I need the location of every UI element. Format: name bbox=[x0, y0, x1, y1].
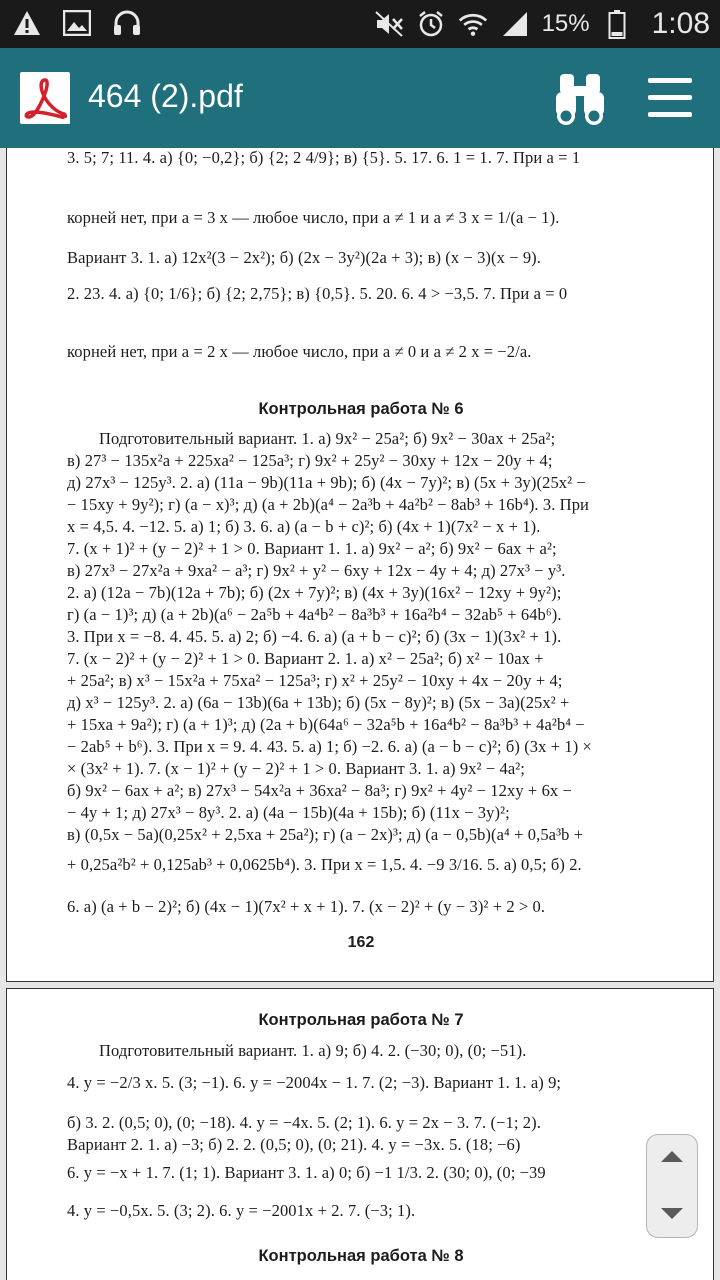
text-line: x = 4,5. 4. −12. 5. а) 1; б) 3. 6. а) (a − b + c)²; б) (4x + 1)(7x² − x + 1). bbox=[67, 517, 541, 536]
warning-icon bbox=[12, 8, 42, 38]
page-number: 162 bbox=[347, 934, 375, 951]
section-heading: Контрольная работа № 8 bbox=[258, 1247, 464, 1265]
text-line: 6. y = −x + 1. 7. (1; 1). Вариант 3. 1. а) 0; б) −1 1/3. 2. (30; 0), (0; −39 bbox=[67, 1163, 546, 1182]
text-line: 4. y = −2/3 x. 5. (3; −1). 6. y = −2004x − 1. 7. (2; −3). Вариант 1. 1. а) 9; bbox=[67, 1073, 562, 1092]
text-line: + 0,25a²b² + 0,125ab³ + 0,0625b⁴). 3. При x = 1,5. 4. −9 3/16. 5. а) 0,5; б) 2. bbox=[67, 855, 582, 874]
text-line: 3. При x = −8. 4. 45. 5. а) 2; б) −4. 6. а) (a + b − c)²; б) (3x − 1)(3x² + 1). bbox=[67, 627, 562, 646]
text-line: 7. (x − 2)² + (y − 2)² + 1 > 0. Вариант 2. 1. а) x² − 25a²; б) x² − 10ax + bbox=[67, 649, 544, 668]
scroll-up-arrow-icon[interactable] bbox=[661, 1151, 683, 1162]
pdf-app-icon[interactable] bbox=[20, 72, 70, 124]
text-line: − 15xy + 9y²); г) (a − x)³; д) (a + 2b)(a⁴ − 2a³b + 4a²b² − 8ab³ + 16b⁴). 3. При bbox=[67, 495, 589, 514]
text-line: 4. y = −0,5x. 5. (3; 2). 6. y = −2001x + 2. 7. (−3; 1). bbox=[67, 1201, 416, 1220]
text-line: 2. а) (12a − 7b)(12a + 7b); б) (2x + 7y)²; в) (4x + 3y)(16x² − 12xy + 9y²); bbox=[67, 583, 562, 602]
section-heading: Контрольная работа № 7 bbox=[258, 1011, 464, 1029]
text-line: в) (0,5x − 5a)(0,25x² + 2,5xa + 25a²); г) (a − 2x)³; д) (a − 0,5b)(a⁴ + 0,5a³b + bbox=[67, 825, 584, 844]
text-line: − 4y + 1; д) 27x³ − 8y³. 2. а) (4a − 15b)(4a + 15b); б) (11x − 3y)²; bbox=[67, 803, 510, 822]
section-heading: Контрольная работа № 6 bbox=[258, 400, 464, 418]
text-line: 2. 23. 4. а) {0; 1/6}; б) {2; 2,75}; в) {0,5}. 5. 20. 6. 4 > −3,5. 7. При a = 0 bbox=[67, 284, 568, 303]
text-line: 3. 5; 7; 11. 4. а) {0; −0,2}; б) {2; 2 4/9}; в) {5}. 5. 17. 6. 1 = 1. 7. При a = 1 bbox=[67, 148, 581, 167]
text-line: − 2ab⁵ + b⁶). 3. При x = 9. 4. 43. 5. а) 1; б) −2. 6. а) (a − b − c)²; б) (3x + 1) × bbox=[67, 737, 592, 756]
app-bar bbox=[0, 48, 720, 148]
system-icons bbox=[374, 0, 710, 48]
text-line: × (3x² + 1). 7. (x − 1)² + (y − 2)² + 1 > 0. Вариант 3. 1. а) 9x² − 4a²; bbox=[67, 759, 525, 778]
alarm-icon bbox=[416, 9, 446, 39]
text-line: Вариант 3. 1. а) 12x²(3 − 2x²); б) (2x − 3y²)(2a + 3); в) (x − 3)(x − 9). bbox=[67, 248, 541, 267]
text-line: в) 27x³ − 27x²a + 9xa² − a³; г) 9x² + y² − 6xy + 12x − 4y + 4; д) 27x³ − y³. bbox=[67, 561, 566, 580]
notification-icons bbox=[12, 8, 142, 38]
text-line: + 25a²; в) x³ − 15x²a + 75xa² − 125a³; г) x² + 25y² − 10xy + 4x − 20y + 4; bbox=[67, 671, 563, 690]
search-binoculars-icon[interactable] bbox=[554, 70, 606, 126]
text-line: д) x³ − 125y³. 2. а) (6a − 13b)(6a + 13b); б) (5x − 8y)²; в) (5x − 3a)(25x² + bbox=[67, 693, 570, 712]
text-line: д) 27x³ − 125y³. 2. а) (11a − 9b)(11a + 9b); б) (4x − 7y)²; в) (5x + 3y)(25x² − bbox=[67, 473, 586, 492]
text-line: г) (a − 1)³; д) (a + 2b)(a⁶ − 2a⁵b + 4a⁴b² − 8a³b³ + 16a²b⁴ − 32ab⁵ + 64b⁶). bbox=[67, 605, 562, 624]
text-line: б) 3. 2. (0,5; 0), (0; −18). 4. y = −4x. 5. (2; 1). 6. y = 2x − 3. 7. (−1; 2). bbox=[67, 1113, 541, 1132]
text-line: 7. (x + 1)² + (y − 2)² + 1 > 0. Вариант 1. 1. а) 9x² − a²; б) 9x² − 6ax + a²; bbox=[67, 539, 557, 558]
clock: 1:08 bbox=[651, 7, 710, 40]
text-line: Вариант 2. 1. а) −3; б) 2. 2. (0,5; 0), (0; 21). 4. y = −3x. 5. (18; −6) bbox=[67, 1135, 521, 1154]
text-line: в) 27³ − 135x²a + 225xa² − 125a³; г) 9x² + 25y² − 30xy + 12x − 20y + 4; bbox=[67, 451, 553, 470]
document-title: 464 (2).pdf bbox=[88, 78, 243, 114]
headphones-icon bbox=[112, 8, 142, 38]
menu-icon[interactable] bbox=[648, 78, 692, 118]
text-line: Подготовительный вариант. 1. а) 9x² − 25a²; б) 9x² − 30ax + 25a²; bbox=[99, 429, 556, 448]
pdf-page-163[interactable] bbox=[6, 988, 714, 1280]
signal-icon bbox=[500, 9, 530, 39]
gallery-icon bbox=[62, 8, 92, 38]
text-line: + 15xa + 9a²); г) (a + 1)³; д) (2a + b)(64a⁶ − 32a⁵b + 16a⁴b² − 8a³b³ + 4a²b⁴ − bbox=[67, 715, 585, 734]
status-bar bbox=[0, 0, 720, 48]
page-scroll-control bbox=[646, 1134, 698, 1238]
scroll-down-arrow-icon[interactable] bbox=[661, 1208, 683, 1219]
text-line: корней нет, при a = 2 x — любое число, при a ≠ 0 и a ≠ 2 x = −2/a. bbox=[67, 342, 532, 361]
battery-percent: 15% bbox=[541, 10, 590, 37]
text-line: 6. а) (a + b − 2)²; б) (4x − 1)(7x² + x + 1). 7. (x − 2)² + (y − 3)² + 2 > 0. bbox=[67, 897, 546, 916]
mute-icon bbox=[374, 9, 404, 39]
text-line: корней нет, при a = 3 x — любое число, при a ≠ 1 и a ≠ 3 x = 1/(a − 1). bbox=[67, 208, 560, 227]
battery-icon bbox=[602, 9, 632, 39]
pdf-page-162[interactable] bbox=[6, 148, 714, 982]
text-line: б) 9x² − 6ax + a²; в) 27x³ − 54x²a + 36xa² − 8a³; г) 9x² + 4y² − 12xy + 6x − bbox=[67, 781, 572, 800]
text-line: Подготовительный вариант. 1. а) 9; б) 4. 2. (−30; 0), (0; −51). bbox=[99, 1041, 527, 1060]
wifi-icon bbox=[458, 9, 488, 39]
